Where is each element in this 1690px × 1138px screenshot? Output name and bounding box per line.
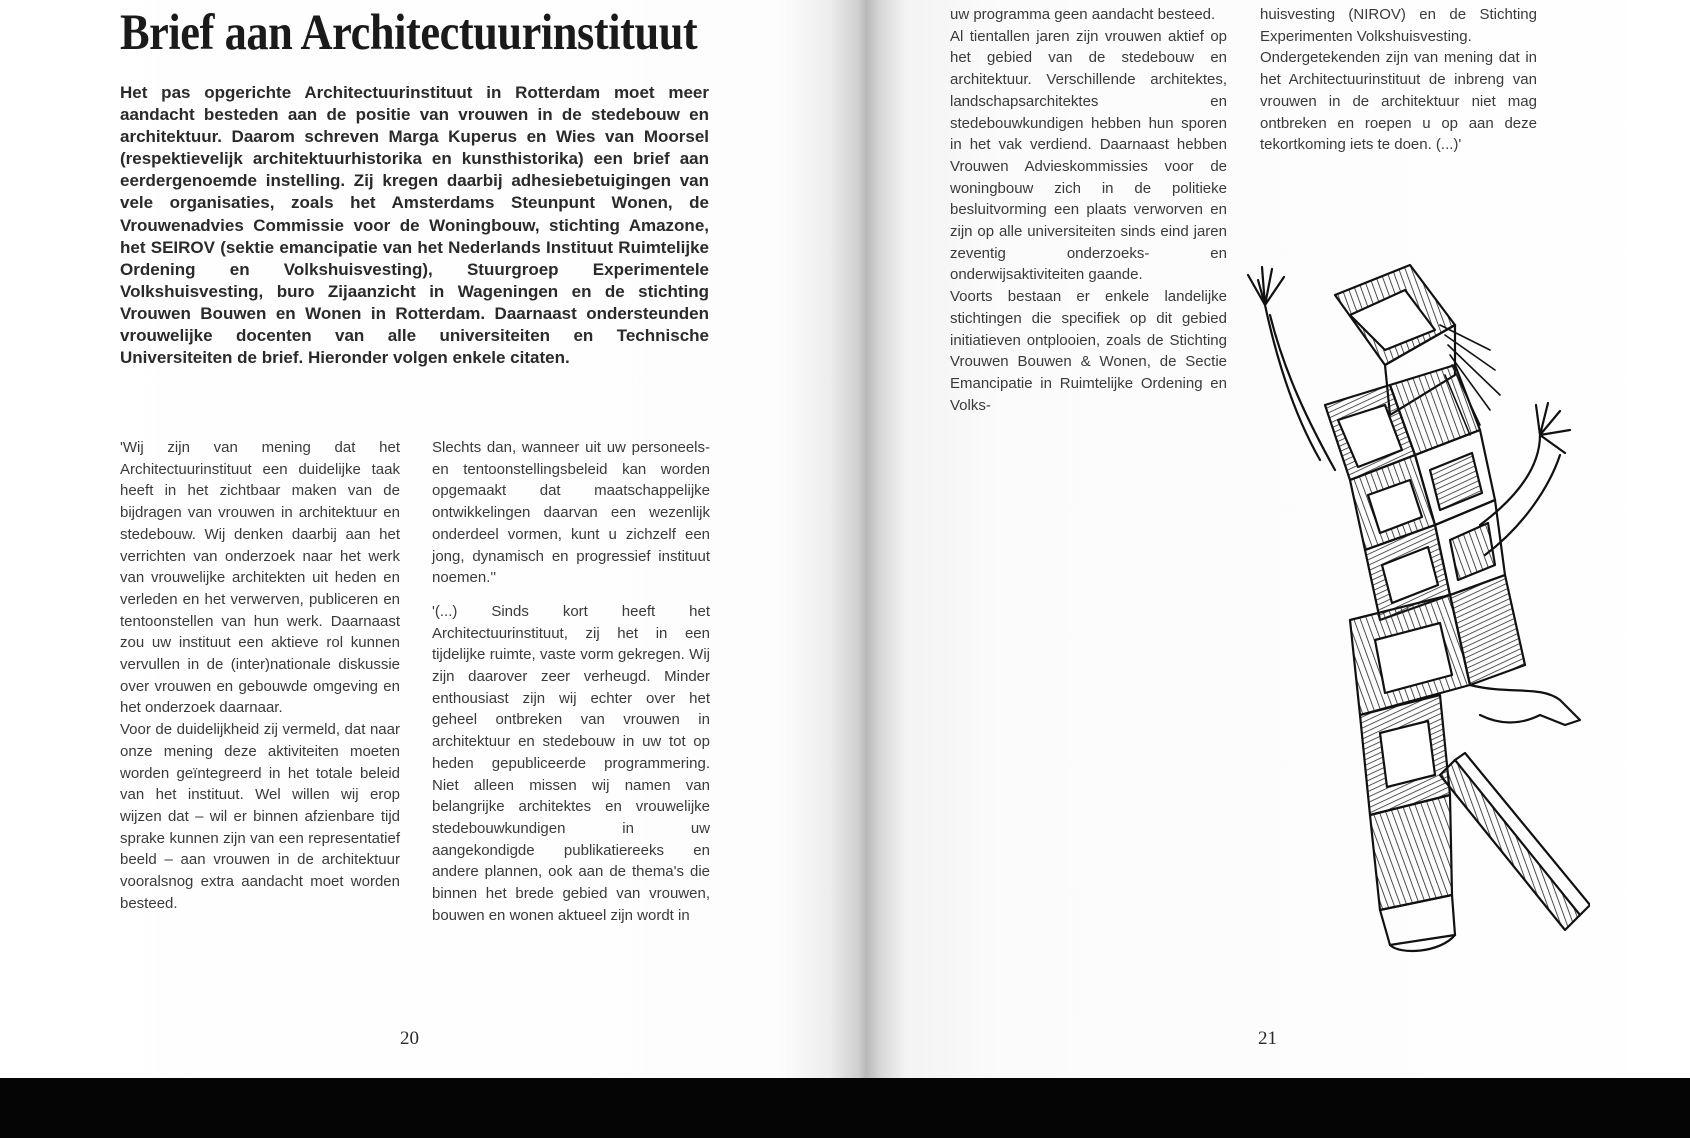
text-column-2	[432, 437, 710, 926]
text-column-4	[1260, 4, 1537, 156]
paragraph: uw programma geen aandacht besteed.	[950, 6, 1216, 23]
building-figure-illustration	[1240, 255, 1590, 995]
paragraph: Voor de duidelijkheid zij vermeld, dat naar onze mening deze aktiviteiten moeten worden geïntegreerd in het totale beleid van het instituut. Wel willen wij erop wijzen dat – wil er binnen afzienbare tijd sprake kunnen zijn van een representatief beeld – aan vrouwen in de architektuur vooralsnog extra aandacht moet worden besteed.	[120, 721, 400, 912]
paragraph: 'Wij zijn van mening dat het Architectuurinstituut een duidelijke taak heeft in het zichtbaar maken van de bijdragen van vrouwen in architektuur en stedebouw. Wij denken daarbij aan het verrichten van onderzoek naar het werk van vrouwelijke architekten uit heden en verleden en het verwerven, publiceren en tentoonstellen van hun werk. Daarnaast zou uw instituut een aktieve rol kunnen vervullen in de (inter)nationale diskussie over vrouwen en gebouwde omgeving en het onderzoek daarnaar.	[120, 439, 400, 717]
paragraph: '(...) Sinds kort heeft het Architectuurinstituut, zij het in een tijdelijke ruimte, vaste vorm gekregen. Wij zijn daarover zeer verheugd. Minder enthousiast zijn wij echter over het geheel ontbreken van vrouwen in architektuur en stedebouw in uw tot op heden gepubliceerde programmering. Niet alleen missen wij namen van belangrijke architektes en vrouwelijke stedebouwkundigen in uw aangekondigde publikatiereeks en andere plannen, ook aan de thema's die binnen het brede gebied van vrouwen, bouwen en wonen aktueel zijn wordt in	[432, 602, 710, 924]
paragraph: Al tientallen jaren zijn vrouwen aktief op het gebied van de stedebouw en architektuur. Verschillende architektes, landschapsarchitektes en stedebouwkundigen hebben hun sporen in het vak verdiend. Daarnaast hebben Vrouwen Advieskommissies voor de woningbouw zich in de politieke besluitvorming een plaats verworven en zijn op alle universiteiten sinds eind jaren zeventig onderzoeks- en onderwijsaktiviteiten gaande.	[950, 27, 1227, 284]
scan-border	[0, 1078, 1690, 1138]
page-number-left: 20	[400, 1028, 419, 1049]
article-title: Brief aan Architectuurinstituut	[120, 5, 698, 61]
text-column-3	[950, 4, 1227, 416]
paragraph: Ondergetekenden zijn van mening dat in het Architectuurinstituut de inbreng van vrouwen in de architektuur niet mag ontbreken en roepen u op aan deze tekortkoming iets te doen. (...)'	[1260, 49, 1537, 154]
paragraph: huisvesting (NIROV) en de Stichting Experimenten Volkshuisvesting.	[1260, 6, 1537, 45]
page-number-right: 21	[1258, 1028, 1277, 1049]
paragraph: Voorts bestaan er enkele landelijke stichtingen die specifiek op dit gebied initiatieven ontplooien, zoals de Stichting Vrouwen Bouwen & Wonen, de Sectie Emancipatie in Ruimtelijke Ordening en Volks-	[950, 288, 1227, 414]
article-intro: Het pas opgerichte Architectuurinstituut in Rotterdam moet meer aandacht besteden aan de positie van vrouwen in de stedebouw en architektuur. Daarom schreven Marga Kuperus en Wies van Moorsel (respektievelijk architektuurhistorika en kunsthistorika) een brief aan eerdergenoemde instelling. Zij kregen daarbij adhesiebetuigingen van vele organisaties, zoals het Amsterdams Steunpunt Wonen, de Vrouwenadvies Commissie voor de Woningbouw, stichting Amazone, het SEIROV (sektie emancipatie van het Nederlands Instituut Ruimtelijke Ordening en Volkshuisvesting), Stuurgroep Experimentele Volkshuisvesting, buro Zijaanzicht in Wageningen en de stichting Vrouwen Bouwen en Wonen in Rotterdam. Daarnaast ondersteunden vrouwelijke docenten van alle universiteiten en Technische Universiteiten de brief. Hieronder volgen enkele citaten.	[120, 83, 709, 368]
paragraph: Slechts dan, wanneer uit uw personeels- en tentoonstellingsbeleid kan worden opgemaakt dat maatschappelijke ontwikkelingen daarvan een wezenlijk onderdeel vormen, kunt u zichzelf een jong, dynamisch en progressief instituut noemen.''	[432, 439, 710, 587]
text-column-1	[120, 437, 400, 914]
